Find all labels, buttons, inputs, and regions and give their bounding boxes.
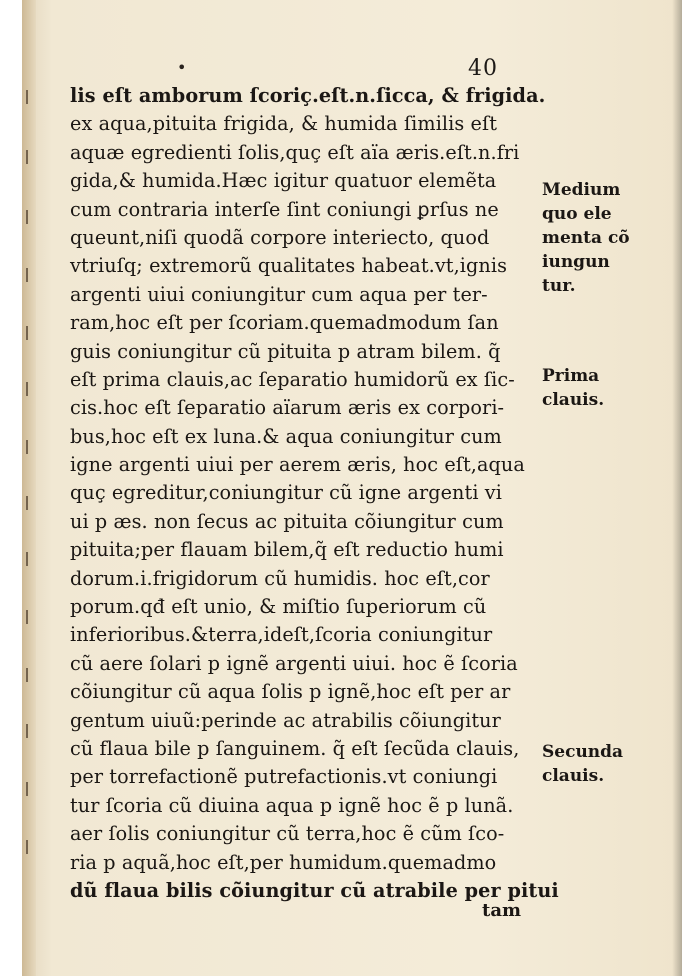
margin-note-line: clauis. — [542, 766, 605, 786]
text-line: inferioribus.&terra,ideſt,ſcoria coniungitur — [70, 623, 493, 647]
text-line: dorum.i.frigidorum cũ humidis. hoc eſt,cor — [70, 566, 490, 590]
text-line: guis coniungitur cũ pituita p atram bilem. q̃ — [70, 339, 501, 363]
binding-gutter — [22, 0, 36, 976]
gutter-mark — [26, 724, 34, 738]
text-line: cum contraria interſe ſint coniungi ꝑrſus ne — [70, 197, 499, 221]
text-line: vtriuſq; extremorũ qualitates habeat.vt,ignis — [70, 254, 508, 278]
text-line: gentum uiuũ:perinde ac atrabilis cõiungitur — [70, 708, 501, 732]
text-line: porum.qđ eſt unio, & miſtio ſuperiorum cũ — [70, 595, 487, 619]
margin-note-line: Secunda — [542, 742, 624, 762]
text-line: dũ flaua bilis cõiungitur cũ atrabile per pitui — [70, 878, 559, 902]
text-line: quç egreditur,coniungitur cũ igne argenti vi — [70, 481, 502, 505]
gutter-mark — [26, 210, 34, 224]
text-line: cõiungitur cũ aqua ſolis p ignẽ,hoc eſt per ar — [70, 680, 511, 704]
text-line: igne argenti uiui per aerem æris, hoc eſt,aqua — [70, 453, 525, 477]
gutter-mark — [26, 552, 34, 566]
text-line: bus,hoc eſt ex luna.& aqua coniungitur cum — [70, 424, 502, 448]
text-line: ram,hoc eſt per ſcoriam.quemadmodum ſan — [70, 311, 499, 335]
margin-note-secunda — [542, 740, 652, 788]
book-page — [22, 0, 682, 976]
margin-note-line: clauis. — [542, 390, 605, 410]
gutter-mark — [26, 90, 34, 104]
gutter-mark — [26, 610, 34, 624]
margin-note-line: menta cõ — [542, 228, 630, 248]
margin-note-line: quo ele — [542, 204, 612, 224]
text-line: gida,& humida.Hæc igitur quatuor elemẽta — [70, 169, 497, 193]
text-line: cũ aere ſolari p ignẽ argenti uiui. hoc ẽ ſcoria — [70, 651, 518, 675]
gutter-mark — [26, 382, 34, 396]
catchword: tam — [482, 900, 522, 921]
ink-mark: • — [177, 58, 187, 77]
margin-note-line: iungun — [542, 252, 610, 272]
page-number: 40 — [468, 56, 498, 81]
main-text-block — [70, 82, 559, 905]
text-line: tur ſcoria cũ diuina aqua p ignẽ hoc ẽ p lunã. — [70, 793, 514, 817]
text-line: cis.hoc eſt ſeparatio aïarum æris ex corpori- — [70, 396, 505, 420]
text-line: aquæ egredienti ſolis,quç eſt aïa æris.eſt.n.fri — [70, 140, 520, 164]
gutter-mark — [26, 440, 34, 454]
text-line: aer ſolis coniungitur cũ terra,hoc ẽ cũm ſco- — [70, 822, 505, 846]
text-line: per torrefactionẽ putrefactionis.vt coniungi — [70, 765, 498, 789]
margin-note-prima — [542, 364, 652, 412]
text-line: eſt prima clauis,ac ſeparatio humidorũ ex ſic- — [70, 367, 515, 391]
text-line: cũ flaua bile p ſanguinem. q̃ eſt ſecũda clauis, — [70, 736, 520, 760]
text-line: lis eſt amborum ſcoriç.eſt.n.ſicca, & frigida. — [70, 84, 546, 107]
text-line: pituita;per flauam bilem,q̃ eſt reductio humi — [70, 538, 504, 562]
gutter-mark — [26, 782, 34, 796]
text-line: ex aqua,pituita frigida, & humida ſimilis eſt — [70, 112, 498, 136]
page-edge-shadow — [672, 0, 682, 976]
gutter-mark — [26, 496, 34, 510]
text-line: ria p aquã,hoc eſt,per humidum.quemadmo — [70, 850, 497, 874]
margin-note-line: tur. — [542, 276, 576, 296]
text-line: queunt,niſi quodã corpore interiecto, quod — [70, 225, 490, 249]
margin-note-line: Medium — [542, 180, 621, 200]
gutter-mark — [26, 150, 34, 164]
margin-note-medium — [542, 178, 652, 298]
text-line: argenti uiui coniungitur cum aqua per ter- — [70, 282, 488, 306]
gutter-mark — [26, 326, 34, 340]
gutter-mark — [26, 668, 34, 682]
text-line: ui p æs. non ſecus ac pituita cõiungitur cum — [70, 509, 504, 533]
gutter-mark — [26, 268, 34, 282]
margin-note-line: Prima — [542, 366, 600, 386]
gutter-mark — [26, 840, 34, 854]
